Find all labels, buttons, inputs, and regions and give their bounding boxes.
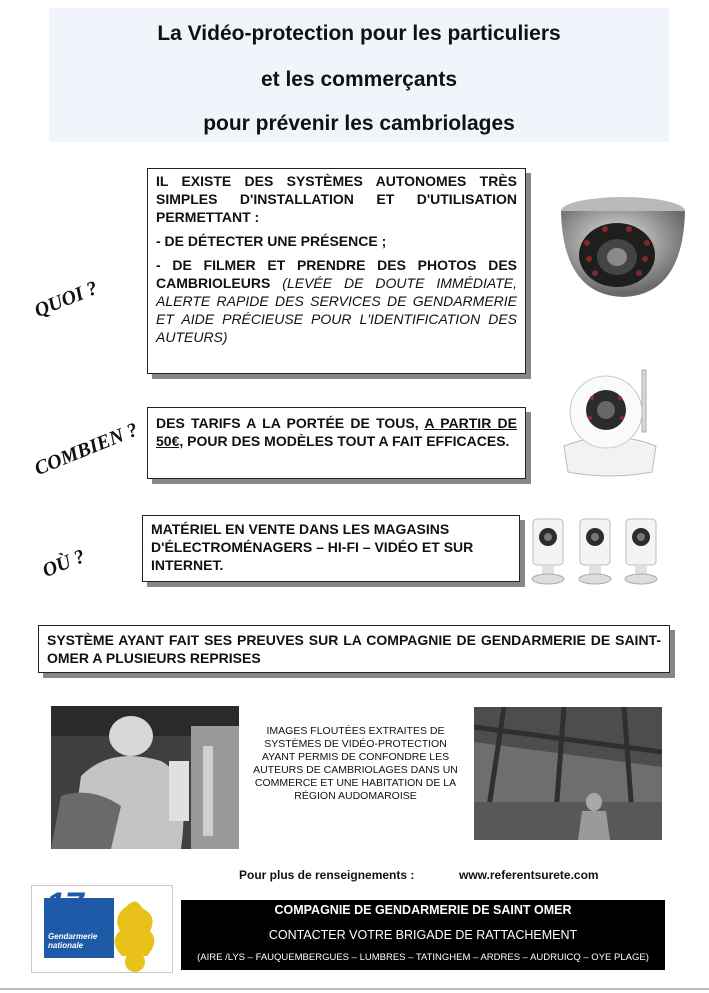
dome-camera-image <box>545 185 695 303</box>
combien-text-b: POUR DES MODÈLES TOUT A FAIT EFFICACES. <box>187 433 510 449</box>
header-banner <box>49 8 669 142</box>
header-title-line3: pour prévenir les cambriolages <box>203 112 515 135</box>
quoi-item2-text: - DE FILMER ET PRENDRE DES PHOTOS DES CAMBRIOLEURS <box>156 257 517 291</box>
header-title-line2: et les commerçants <box>260 68 458 91</box>
info-website-link[interactable]: www.referentsurete.com <box>459 868 599 882</box>
quoi-item2 <box>156 256 517 346</box>
surveillance-photo-right <box>474 707 662 840</box>
bottom-divider <box>0 988 709 990</box>
small-camera-image-2 <box>574 517 616 585</box>
combien-text-a: DES TARIFS A LA PORTÉE DE TOUS, <box>156 415 419 431</box>
small-camera-image-1 <box>527 517 569 585</box>
quoi-item2-note: (LEVÉE DE DOUTE IMMÉDIATE, ALERTE RAPIDE DES SERVICES DE GENDARMERIE ET AIDE PRÉCIEUSE POUR L'IDENTIFICATION DES AUTEURS) <box>156 275 518 345</box>
footer-line2: CONTACTER VOTRE BRIGADE DE RATTACHEMENT <box>268 928 578 942</box>
logo-text-line1: Gendarmerie <box>48 932 98 941</box>
box-ou <box>142 515 520 582</box>
proof-text: SYSTÈME AYANT FAIT SES PREUVES SUR LA COMPAGNIE DE GENDARMERIE DE SAINT- OMER A PLUSIEURS REPRISES <box>47 632 661 666</box>
small-camera-image-3 <box>620 517 662 585</box>
photo-caption: IMAGES FLOUTÉES EXTRAITES DE SYSTÈMES DE VIDÉO-PROTECTION AYANT PERMIS DE CONFONDRE LES AUTEURS DE CAMBRIOLAGES DANS UN COMMERCE ET UNE HABITATION DE LA RÉGION AUDOMAROISE <box>253 725 458 802</box>
combien-price: A PARTIR DE 50€, <box>156 415 518 449</box>
label-quoi: QUOI ? <box>31 276 101 323</box>
info-label: Pour plus de renseignements : <box>239 868 415 882</box>
footer-contact-box <box>181 900 665 970</box>
footer-line1: COMPAGNIE DE GENDARMERIE DE SAINT OMER <box>274 903 572 917</box>
quoi-intro: IL EXISTE DES SYSTÈMES AUTONOMES TRÈS SIMPLES D'INSTALLATION ET D'UTILISATION PERMETTANT : <box>156 173 517 225</box>
box-combien <box>147 407 526 479</box>
logo-text <box>48 932 97 950</box>
footer-line3: (AIRE /LYS – FAUQUEMBERGUES – LUMBRES – TATINGHEM – ARDRES – AUDRUICQ – OYE PLAGE) <box>197 952 649 963</box>
logo-text-line2: nationale <box>48 941 84 950</box>
combien-text <box>156 414 517 450</box>
pan-tilt-camera-image <box>556 368 664 480</box>
label-combien: COMBIEN ? <box>31 418 142 481</box>
gendarmerie-logo <box>31 885 173 973</box>
header-title-line1: La Vidéo-protection pour les particuliers <box>157 22 561 45</box>
box-quoi <box>147 168 526 374</box>
box-proof <box>38 625 670 673</box>
quoi-item1: - DE DÉTECTER UNE PRÉSENCE ; <box>156 233 387 249</box>
ou-text: MATÉRIEL EN VENTE DANS LES MAGASINS D'ÉLECTROMÉNAGERS – HI-FI – VIDÉO ET SUR INTERNET. <box>151 521 474 573</box>
label-ou: OÙ ? <box>39 545 89 583</box>
surveillance-photo-left <box>51 706 239 849</box>
logo-number: 17 <box>46 886 84 924</box>
